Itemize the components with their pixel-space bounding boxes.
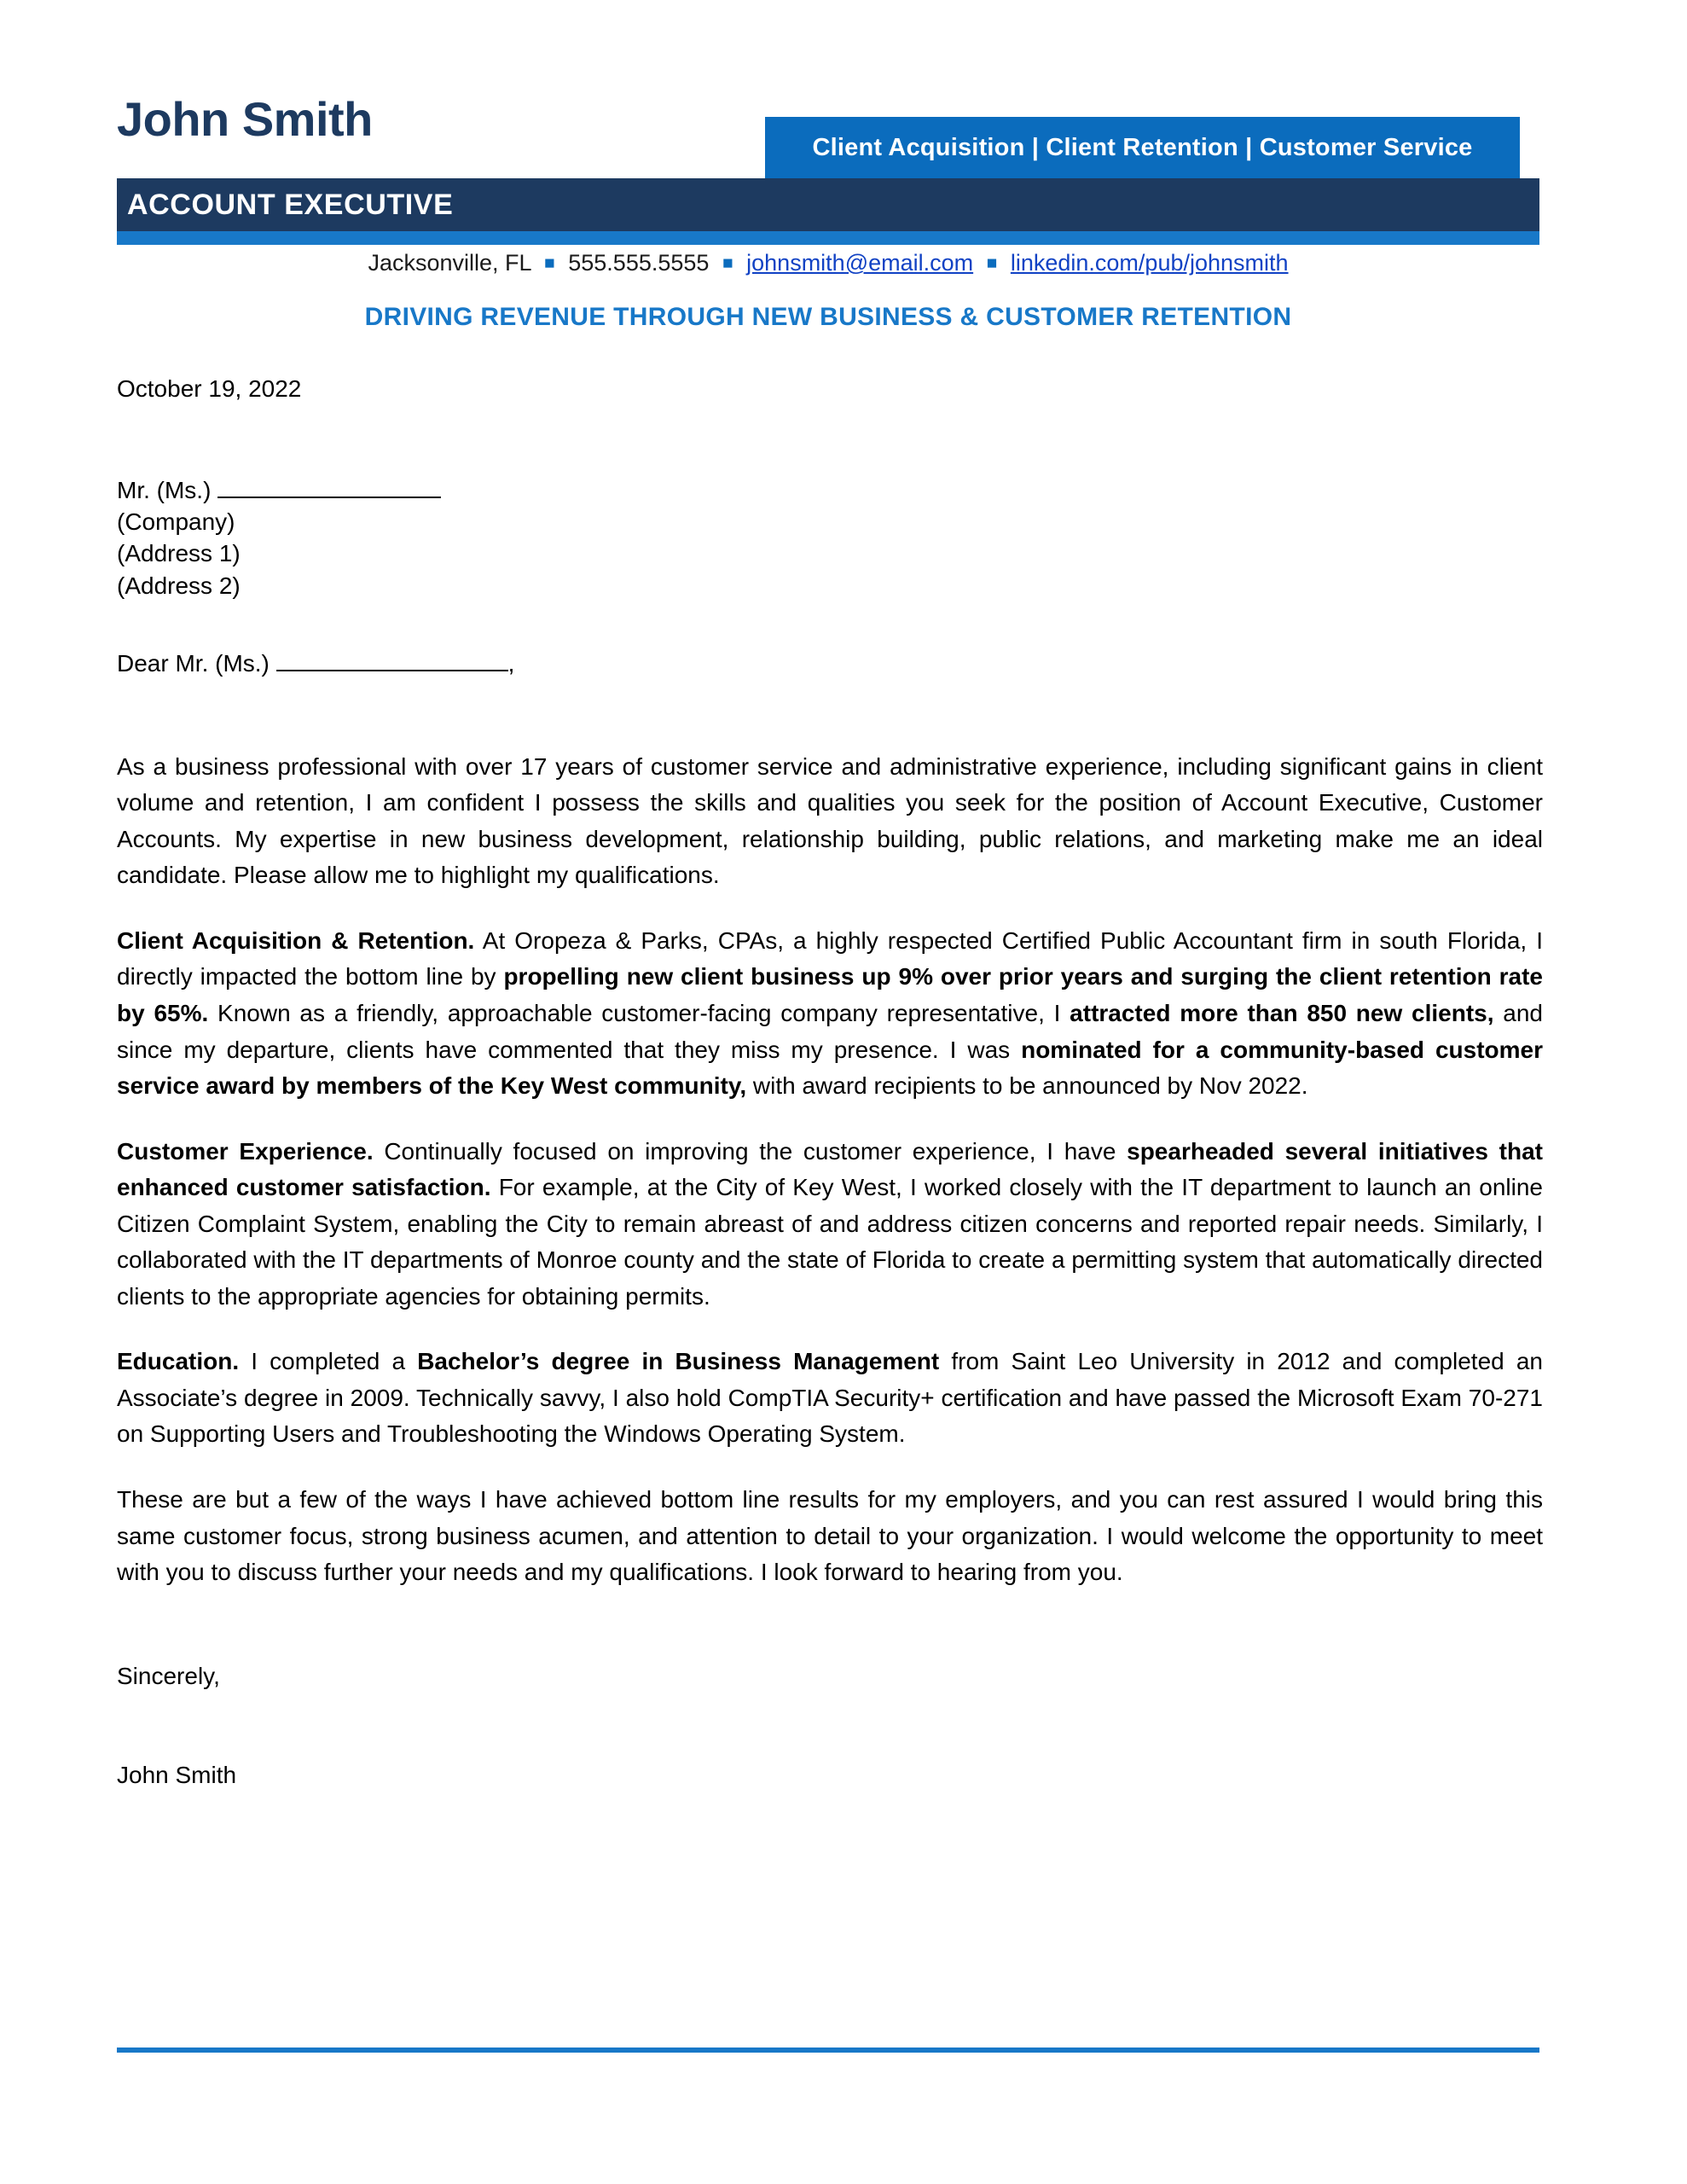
square-bullet-icon: ■ [986, 253, 998, 273]
specialties-banner [765, 117, 1520, 178]
paragraph-text: These are but a few of the ways I have achieved bottom line results for my employers, and you can rest assured I would bring this same customer focus, strong business acumen, and attention to detail to your organization. I would welcome the opportunity to meet with you to discuss further your needs and my qualifications. I look forward to hearing from you. [117, 1486, 1543, 1586]
greeting-prefix: Dear Mr. (Ms.) [117, 649, 270, 677]
paragraph-text: Continually focused on improving the customer experience, I have [373, 1137, 1128, 1165]
greeting-suffix: , [507, 649, 515, 677]
spacer [117, 1591, 1543, 1663]
contact-line [117, 250, 1539, 276]
recipient-address-block [117, 474, 1543, 601]
paragraph-customer-experience [117, 1134, 1543, 1316]
letterhead-header [0, 0, 1687, 221]
signature-name: John Smith [117, 1761, 237, 1788]
paragraph-text: from Saint Leo University in 2012 and completed an Associate’s degree in 2009. Technically savvy, I also hold CompTIA Security+ certification and have passed the Microsoft Exam 70-271 on Supporting Users and Troubleshooting the Windows Operating System. [117, 1348, 1543, 1448]
contact-linkedin-link[interactable]: linkedin.com/pub/johnsmith [1010, 250, 1289, 276]
recipient-name-line [117, 474, 1543, 506]
spacer [117, 403, 1543, 474]
paragraph-text: At Oropeza & Parks, CPAs, a highly respected Certified Public Accountant firm in south Florida, I directly impacted the bottom line by [117, 926, 1543, 990]
recipient-name-blank [217, 476, 441, 498]
paragraph-emphasis: spearheaded several initiatives that enhanced customer satisfaction. [117, 1137, 1544, 1201]
square-bullet-icon: ■ [722, 253, 733, 273]
letter-paragraphs [117, 749, 1543, 1591]
letter-body [117, 375, 1543, 1789]
footer-accent-rule [117, 2048, 1539, 2053]
headline-statement: DRIVING REVENUE THROUGH NEW BUSINESS & CUSTOMER RETENTION [364, 303, 1292, 331]
paragraph-client-acquisition-retention [117, 923, 1543, 1105]
spacer [117, 1690, 1543, 1762]
paragraph-emphasis: Client Acquisition & Retention. [117, 926, 475, 954]
job-title-text: ACCOUNT EXECUTIVE [127, 188, 454, 221]
paragraph-closing-paragraph [117, 1482, 1543, 1591]
paragraph-education [117, 1344, 1543, 1453]
greeting-name-blank [276, 649, 508, 671]
paragraph-text: and since my departure, clients have commented that they miss my presence. I was [117, 1000, 1544, 1063]
paragraph-emphasis: Bachelor’s degree in Business Management [417, 1348, 940, 1375]
paragraph-text: with award recipients to be announced by Nov 2022. [746, 1072, 1308, 1100]
square-bullet-icon: ■ [544, 253, 555, 273]
sign-off: Sincerely, [117, 1662, 220, 1689]
spacer [117, 601, 1543, 649]
spacer [117, 677, 1543, 749]
contact-email-link[interactable]: johnsmith@email.com [746, 250, 974, 276]
paragraph-text: For example, at the City of Key West, I worked closely with the IT department to launch an online Citizen Complaint System, enabling the City to remain abreast of and address citizen concerns and reported repair needs. Similarly, I collaborated with the IT departments of Monroe county and the state of Florida to create a permitting system that automatically directed clients to the appropriate agencies for obtaining permits. [117, 1174, 1543, 1310]
header-accent-bar [117, 231, 1539, 245]
paragraph-emphasis: attracted more than 850 new clients, [1070, 1000, 1494, 1027]
job-title-bar [117, 178, 1539, 231]
recipient-address-1: (Address 1) [117, 540, 241, 567]
paragraph-text: I completed a [239, 1348, 418, 1375]
recipient-address-2: (Address 2) [117, 572, 241, 599]
greeting-line [117, 649, 1543, 677]
paragraph-emphasis: Education. [117, 1348, 240, 1375]
recipient-title-prefix: Mr. (Ms.) [117, 477, 212, 503]
contact-location: Jacksonville, FL [368, 250, 531, 276]
paragraph-intro [117, 749, 1543, 894]
paragraph-emphasis: propelling new client business up 9% over prior years and surging the client retention rate by 65%. [117, 963, 1543, 1027]
paragraph-emphasis: Customer Experience. [117, 1137, 374, 1165]
specialties-text: Client Acquisition | Client Retention | Customer Service [812, 133, 1473, 161]
letter-date: October 19, 2022 [117, 375, 302, 402]
page-title: John Smith [117, 92, 373, 146]
paragraph-text: As a business professional with over 17 years of customer service and administrative experience, including significant gains in client volume and retention, I am confident I possess the skills and qualities you seek for the position of Account Executive, Customer Accounts. My expertise in new business development, relationship building, public relations, and marketing make me an ideal candidate. Please allow me to highlight my qualifications. [117, 752, 1543, 889]
paragraph-emphasis: nominated for a community-based customer service award by members of the Key West community, [117, 1036, 1543, 1100]
contact-phone: 555.555.5555 [568, 250, 710, 276]
recipient-company: (Company) [117, 508, 235, 536]
paragraph-text: Known as a friendly, approachable customer-facing company representative, I [208, 1000, 1070, 1027]
